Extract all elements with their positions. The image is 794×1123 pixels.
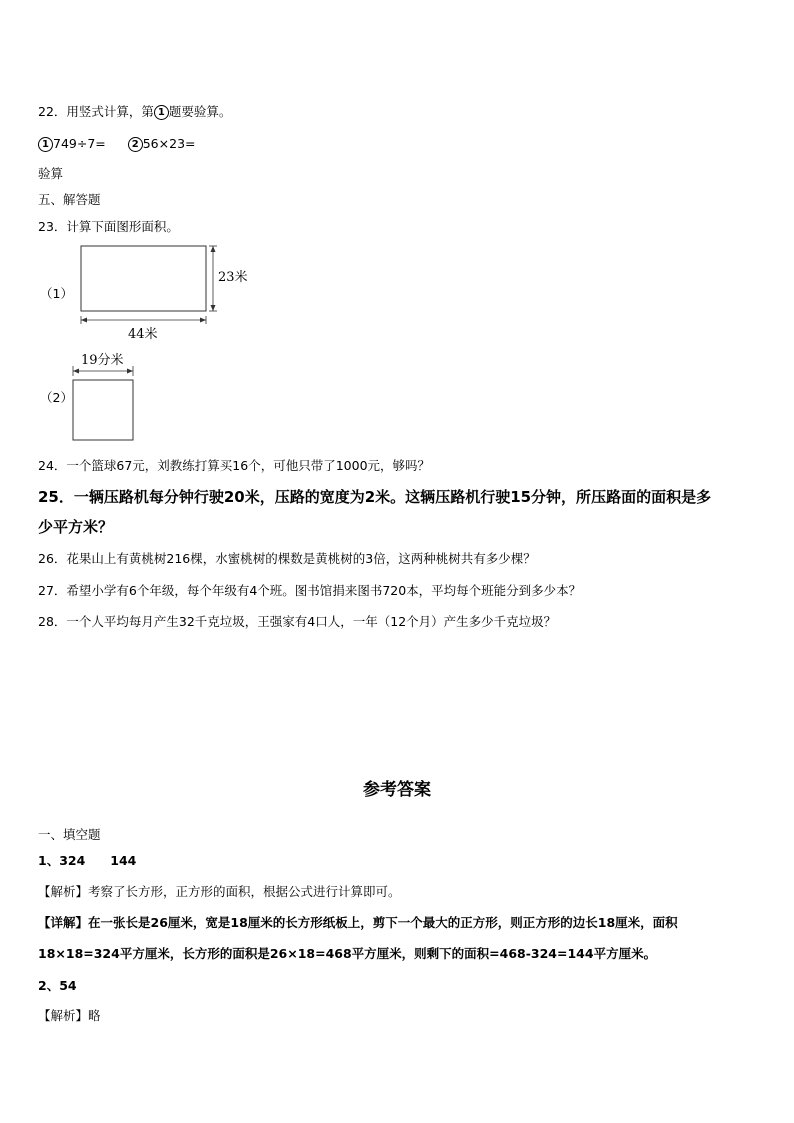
q22-expr-1: 749÷7= [53,136,106,151]
answer-1-detail-line-2: 18×18=324平方厘米，长方形的面积是26×18=468平方厘米，则剩下的面积=468-324=144平方厘米。 [38,946,657,961]
q24: 24．一个篮球67元，刘教练打算买16个，可他只带了1000元，够吗？ [38,458,431,473]
q22-expressions [38,136,196,152]
fig1-height-label: 23米 [218,270,248,285]
q23-prompt: 23．计算下面图形面积。 [38,219,179,234]
fig2-label: （2） [40,390,73,405]
q28: 28．一个人平均每月产生32千克垃圾，王强家有4口人，一年（12个月）产生多少千克垃圾？ [38,614,557,629]
circled-number-1: 1 [38,137,53,152]
rectangle-figure [75,243,275,348]
answer-1-detail-line-1: 【详解】在一张长是26厘米，宽是18厘米的长方形纸板上，剪下一个最大的正方形，则正方形的边长18厘米，面积 [38,915,678,930]
circled-number-2: 2 [128,137,143,152]
q27: 27．希望小学有6个年级，每个年级有4个班。图书馆捐来图书720本，平均每个班能分到多少本？ [38,583,582,598]
q22-check-label: 验算 [38,166,64,181]
q25-line-2: 少平方米？ [38,518,114,536]
q22-prompt [38,104,231,120]
q22-expr-2: 56×23= [142,136,196,151]
answer-2-analysis: 【解析】略 [38,1008,101,1023]
fig1-width-label: 44米 [128,327,158,342]
circled-number-1: 1 [154,105,169,120]
answer-1: 1、324 144 [38,853,137,868]
answers-title: 参考答案 [363,780,431,800]
square-figure [68,362,140,444]
answer-2: 2、54 [38,978,77,993]
q25-line-1: 25．一辆压路机每分钟行驶20米，压路的宽度为2米。这辆压路机行驶15分钟，所压路面的面积是多 [38,488,712,506]
section-5-heading: 五、解答题 [38,192,101,207]
fig1-label: （1） [40,286,73,301]
answers-section-1: 一、填空题 [38,827,101,842]
q26: 26．花果山上有黄桃树216棵，水蜜桃树的棵数是黄桃树的3倍，这两种桃树共有多少棵？ [38,551,536,566]
answer-1-analysis: 【解析】考察了长方形，正方形的面积，根据公式进行计算即可。 [38,884,401,899]
q22-text-pre: 22．用竖式计算，第 [38,104,154,119]
fig2-side-label: 19分米 [81,353,124,368]
q22-text-post: 题要验算。 [168,104,232,119]
